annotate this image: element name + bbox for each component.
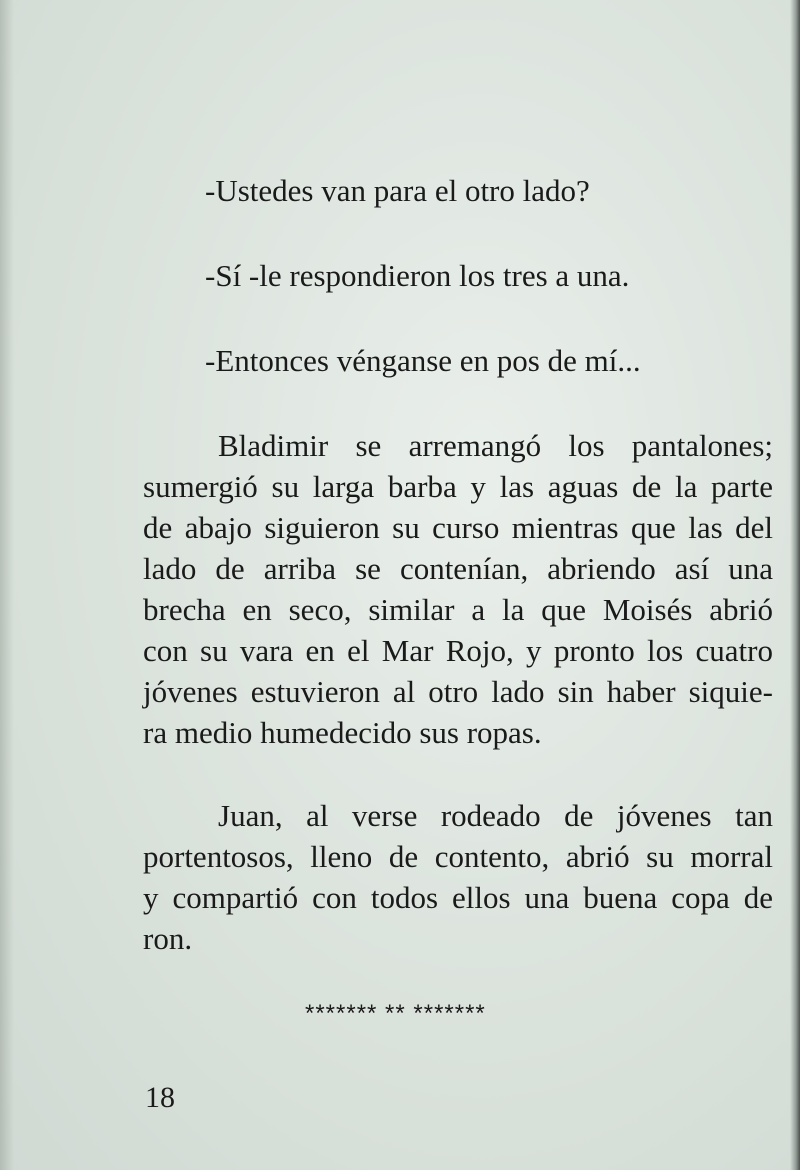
- paragraph-line: ra medio humedecido sus ropas.: [143, 715, 542, 750]
- dialogue-line: -Ustedes van para el otro lado?: [205, 173, 590, 208]
- paragraph-line: de abajo siguieron su curso mientras que las del: [143, 510, 773, 545]
- paragraph-line: con su vara en el Mar Rojo, y pronto los cuatro: [143, 633, 773, 668]
- paragraph-line: Juan, al verse rodeado de jóvenes tan: [218, 798, 773, 833]
- section-separator: ******* ** *******: [305, 1000, 486, 1027]
- dialogue-line: -Sí -le respondieron los tres a una.: [205, 258, 630, 293]
- dialogue-line: -Entonces vénganse en pos de mí...: [205, 343, 641, 378]
- paragraph-line: Bladimir se arremangó los pantalones;: [218, 428, 773, 463]
- paragraph-line: y compartió con todos ellos una buena copa de: [143, 880, 773, 915]
- paragraph-line: portentosos, lleno de contento, abrió su morral: [143, 839, 773, 874]
- paragraph-line: brecha en seco, similar a la que Moisés abrió: [143, 592, 773, 627]
- paragraph-line: ron.: [143, 921, 193, 956]
- page-number: 18: [145, 1081, 175, 1114]
- paragraph-line: jóvenes estuvieron al otro lado sin haber siquie-: [143, 674, 773, 709]
- paragraph-line: lado de arriba se contenían, abriendo así una: [143, 551, 773, 586]
- page-left-edge-shadow: [0, 0, 14, 1170]
- page-right-edge-shadow: [790, 0, 800, 1170]
- paragraph-line: sumergió su larga barba y las aguas de la parte: [143, 469, 773, 504]
